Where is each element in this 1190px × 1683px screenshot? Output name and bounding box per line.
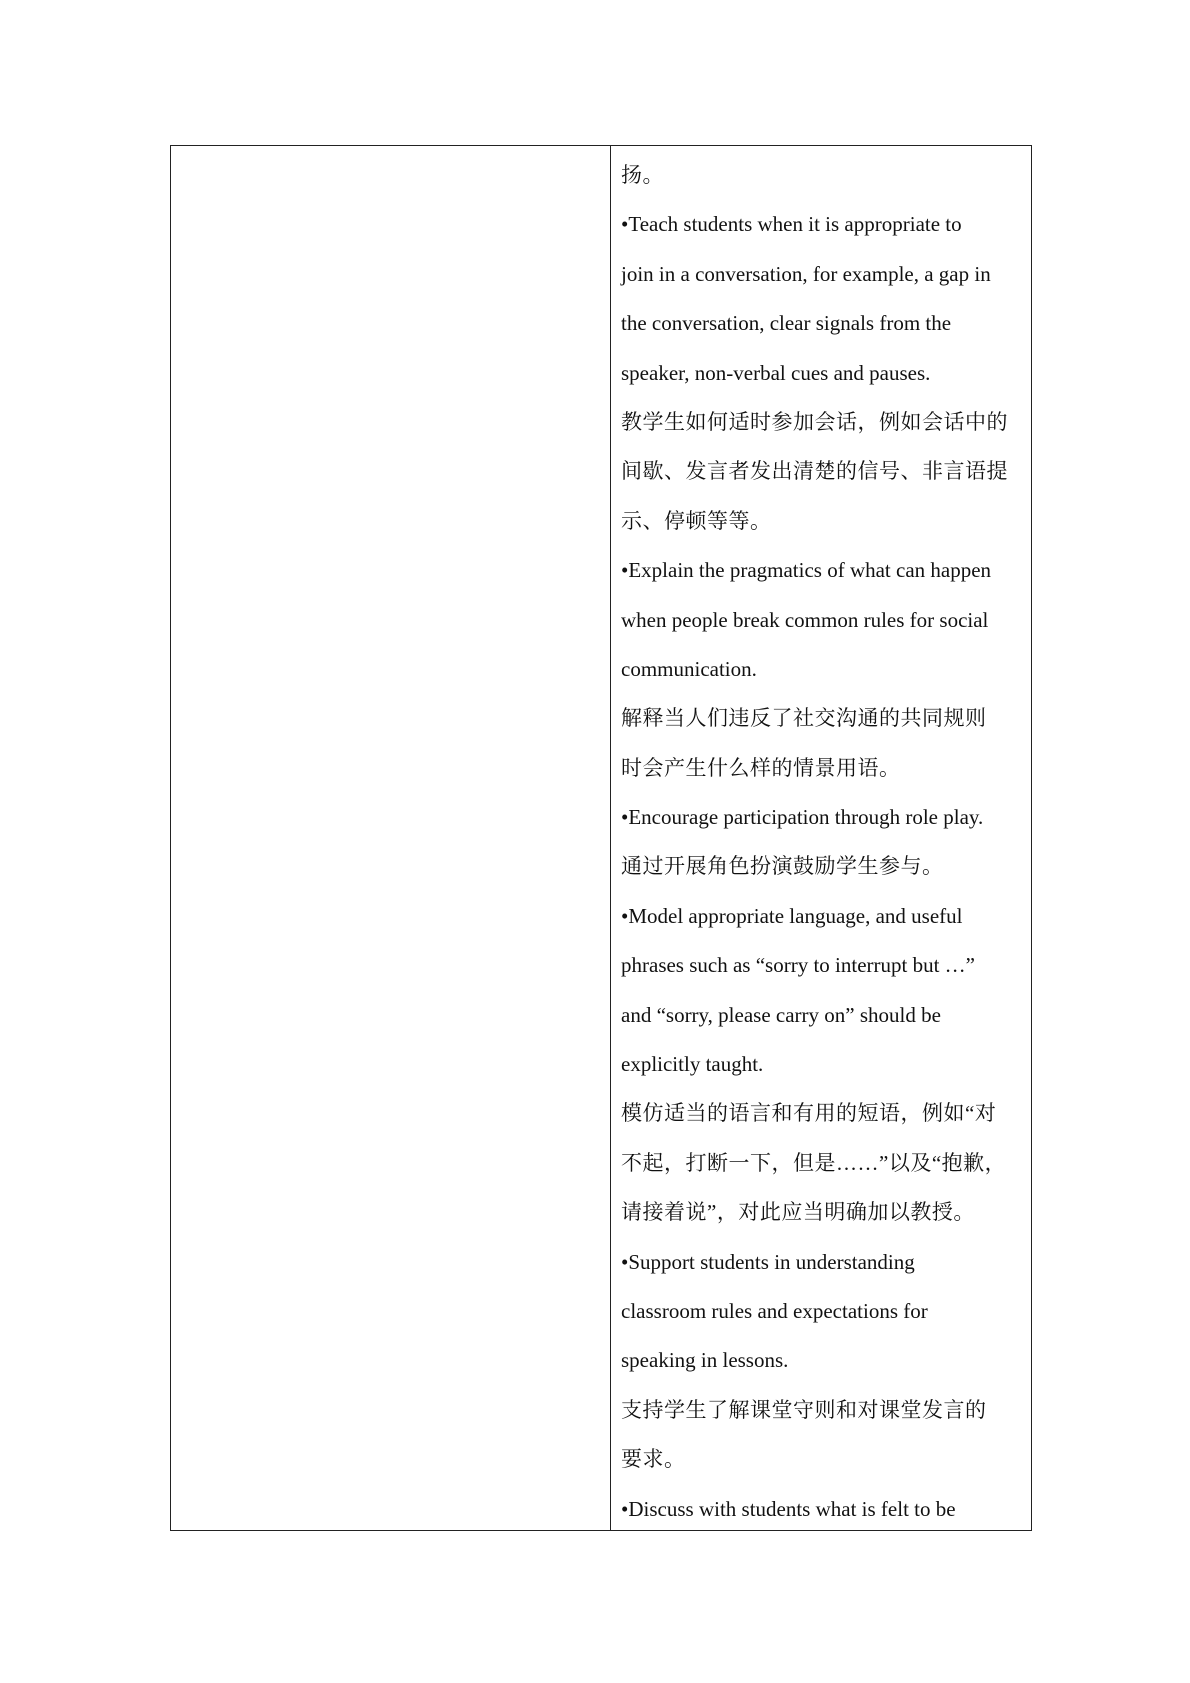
text-line: 支持学生了解课堂守则和对课堂发言的: [621, 1397, 987, 1422]
text-line: speaker, non-verbal cues and pauses.: [621, 360, 931, 385]
text-line: 不起，打断一下，但是……”以及“抱歉，: [621, 1150, 1007, 1175]
text-line: 解释当人们违反了社交沟通的共同规则: [621, 706, 987, 731]
table-cell-right: [621, 157, 1026, 1540]
text-line: 要求。: [621, 1447, 686, 1472]
text-line: •Model appropriate language, and useful: [621, 903, 963, 928]
text-line: classroom rules and expectations for: [621, 1298, 928, 1323]
text-line: phrases such as “sorry to interrupt but …”: [621, 953, 975, 978]
text-line: 示、停顿等等。: [621, 508, 772, 533]
text-line: •Teach students when it is appropriate to: [621, 212, 962, 237]
text-line: 通过开展角色扮演鼓励学生参与。: [621, 854, 944, 879]
strategy-table: [170, 145, 1032, 1531]
text-line: 模仿适当的语言和有用的短语，例如“对: [621, 1101, 997, 1126]
text-line: 请接着说”，对此应当明确加以教授。: [621, 1200, 975, 1225]
text-line: •Discuss with students what is felt to be: [621, 1496, 956, 1521]
text-line: •Explain the pragmatics of what can happen: [621, 558, 992, 583]
text-line: speaking in lessons.: [621, 1348, 789, 1373]
text-line: 扬。: [621, 163, 664, 187]
text-line: explicitly taught.: [621, 1052, 764, 1077]
text-line: when people break common rules for social: [621, 607, 989, 632]
text-line: and “sorry, please carry on” should be: [621, 1002, 941, 1027]
text-line: 间歇、发言者发出清楚的信号、非言语提: [621, 459, 1008, 484]
text-line: •Encourage participation through role play.: [621, 805, 984, 830]
text-line: communication.: [621, 656, 757, 681]
table-cell-left-empty: [171, 146, 610, 1530]
text-line: 教学生如何适时参加会话，例如会话中的: [621, 409, 1008, 434]
text-line: •Support students in understanding: [621, 1249, 915, 1274]
text-line: the conversation, clear signals from the: [621, 311, 952, 336]
column-divider: [610, 146, 611, 1530]
text-line: join in a conversation, for example, a gap in: [621, 261, 991, 286]
text-line: 时会产生什么样的情景用语。: [621, 755, 901, 780]
